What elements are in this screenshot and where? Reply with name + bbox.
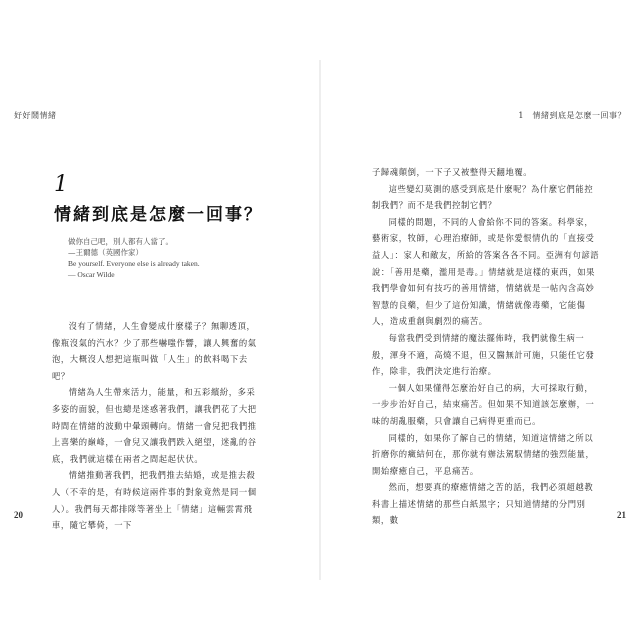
paragraph: 一個人如果懂得怎麼治好自己的病，大可採取行動，一步步治好自己，結束痛苦。但如果不知道該怎麼辦，一味的胡亂服藥，只會讓自己病得更重而已。: [372, 382, 595, 426]
epigraph-en-quote: Be yourself. Everyone else is already taken.: [68, 259, 200, 268]
paragraph: 情緒推動著我們，把我們推去結婚，或是推去殺人（不幸的是，有時候這兩件事的對象竟然是同一個人）。我們每天都排隊等著坐上「情緒」這輛雲霄飛車，隨它攀倚，一下: [52, 470, 257, 531]
running-head-left: 好好鬧情緒: [14, 111, 57, 120]
paragraph: 然而，想要真的療癒情緒之苦的話，我們必須超越教科書上描述情緒的那些白紙黑字；只知道情緒的分門別類，數: [372, 482, 594, 526]
page-number-left: 20: [14, 510, 23, 520]
paragraph: 每當我們受到情緒的魔法擺佈時，我們就像生病一般，渾身不適，高燒不退，但又醫無計可施，只能任它發作，除非，我們決定進行治療。: [372, 332, 595, 377]
left-body-text: [52, 318, 262, 534]
paragraph: 沒有了情緒，人生會變成什麼樣子？無聊透頂，像瓶沒氣的汽水？少了那些嚇嗤作響，讓人興奮的氣泡，大概沒人想把這瓶叫做「人生」的飲料喝下去吧？: [52, 321, 257, 381]
epigraph: [68, 236, 268, 280]
epigraph-zh-quote: 做你自己吧，別人都有人當了。: [68, 237, 173, 246]
page-number-right: 21: [617, 510, 626, 520]
chapter-number: 1: [54, 172, 68, 197]
chapter-title: 情緒到底是怎麼一回事？: [54, 205, 263, 225]
paragraph: 同樣的問題，不同的人會給你不同的答案。科學家，藝術家，牧師，心理治療師，或是你愛恨情仇的「直接受益人」：家人和敵友，所給的答案各各不同。亞洲有句諺語說：「善用是藥，濫用是毒。」情緒就是這樣的東西，如果我們學會如何有技巧的善用情緒，情緒就是一帖內含高妙智慧的良藥，但少了這份知識，情緒就像毒藥，它能傷人，造成重創與劇烈的痛苦。: [372, 216, 600, 327]
right-page: [320, 0, 640, 640]
paragraph: 同樣的，如果你了解自己的情緒，知道這情緒之所以折磨你的癥結何在，那你就有辦法駕馭情緒的強烈能量，開始療癒自己，平息痛苦。: [372, 432, 595, 476]
epigraph-en-author: — Oscar Wilde: [68, 270, 115, 279]
running-head-right: 1 情緒到底是怎麼一回事？: [518, 111, 626, 120]
paragraph: 子歸魂顛倒，一下子又被整得天翻地覆。: [372, 167, 533, 177]
paragraph: 情緒為人生帶來活力，能量，和五彩繽紛，多采多姿的面貌，但也總是迷惑著我們，讓我們花了大把時間在情緒的波動中暈頭轉向。情緒一會兒把我們推上喜樂的巔峰，一會兒又讓我們跌入絕望，迷亂的谷底，我們就這樣在兩者之間起起伏伏。: [52, 387, 257, 464]
paragraph: 這些變幻莫測的感受到底是什麼呢？為什麼它們能控制我們？而不是我們控制它們？: [372, 183, 594, 211]
right-body-text: [372, 164, 600, 529]
epigraph-zh-author: —王爾德（英國作家）: [68, 248, 143, 257]
